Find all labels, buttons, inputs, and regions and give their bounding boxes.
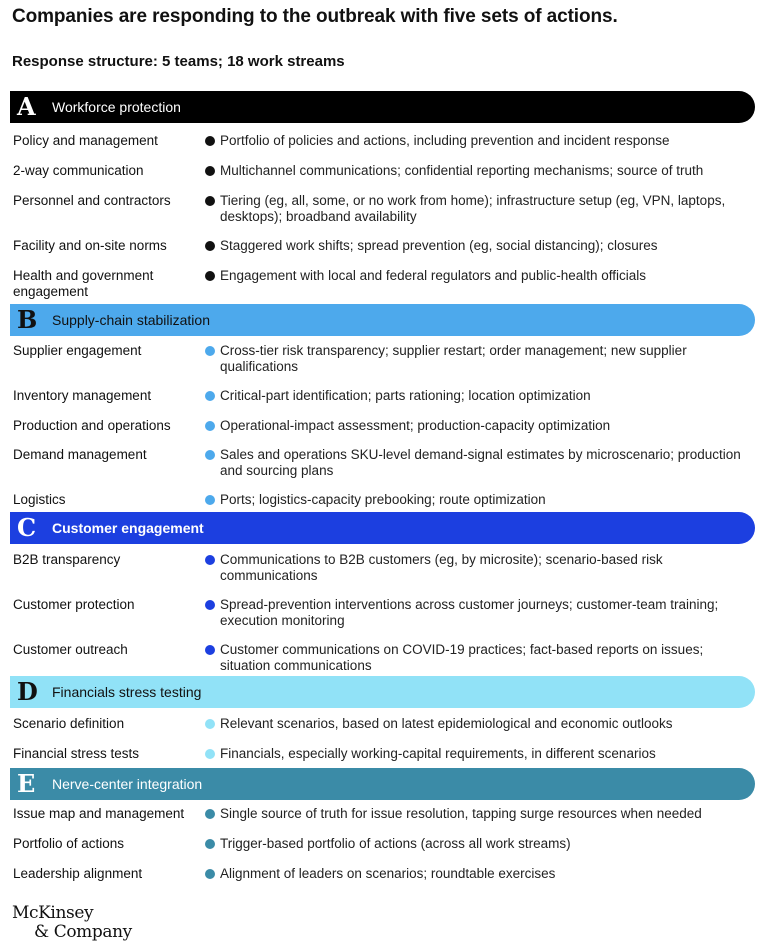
work-stream-name: Production and operations [13, 418, 171, 433]
work-stream-name: Customer outreach [13, 642, 128, 657]
bullet-icon [205, 136, 215, 146]
work-stream-description: Communications to B2B customers (eg, by microsite); scenario-based risk communications [220, 552, 663, 583]
work-stream-name: Portfolio of actions [13, 836, 125, 851]
section-letter: B [17, 305, 38, 334]
work-stream-name: Inventory management [13, 388, 152, 403]
bullet-icon [205, 196, 215, 206]
work-stream-description: Single source of truth for issue resolution, tapping surge resources when needed [220, 806, 702, 821]
work-stream-description: Spread-prevention interventions across customer journeys; customer-team training; execution monitoring [220, 597, 719, 628]
bullet-icon [205, 600, 215, 610]
work-stream-name: Health and government engagement [13, 268, 154, 299]
work-stream-description: Operational-impact assessment; production-capacity optimization [220, 418, 611, 433]
work-stream-description: Critical-part identification; parts rationing; location optimization [220, 388, 591, 403]
bullet-icon [205, 749, 215, 759]
work-stream-name: Financial stress tests [13, 746, 140, 761]
section-letter: C [17, 513, 37, 542]
section-label: Nerve-center integration [52, 776, 203, 792]
bullet-icon [205, 839, 215, 849]
work-stream-description: Portfolio of policies and actions, including prevention and incident response [220, 133, 670, 148]
work-stream-name: Supplier engagement [13, 343, 142, 358]
work-stream-description: Relevant scenarios, based on latest epidemiological and economic outlooks [220, 716, 673, 731]
work-stream-description: Cross-tier risk transparency; supplier restart; order management; new supplier qualifications [220, 343, 687, 374]
work-stream-name: Facility and on-site norms [13, 238, 167, 253]
work-stream-name: 2-way communication [13, 163, 144, 178]
bullet-icon [205, 495, 215, 505]
section-label: Customer engagement [52, 520, 204, 536]
section-band-c [10, 512, 755, 544]
work-stream-description: Ports; logistics-capacity prebooking; route optimization [220, 492, 546, 507]
bullet-icon [205, 391, 215, 401]
work-stream-name: Customer protection [13, 597, 135, 612]
work-stream-description: Customer communications on COVID-19 practices; fact-based reports on issues; situation communications [220, 642, 704, 673]
section-letter: E [17, 769, 36, 798]
section-letter: D [17, 677, 38, 706]
section-band-a [10, 91, 755, 123]
section-band-b [10, 304, 755, 336]
work-stream-description: Staggered work shifts; spread prevention (eg, social distancing); closures [220, 238, 658, 253]
work-stream-name: Personnel and contractors [13, 193, 171, 208]
work-stream-name: Logistics [13, 492, 66, 507]
page-subtitle: Response structure: 5 teams; 18 work streams [12, 53, 345, 70]
page-title: Companies are responding to the outbreak with five sets of actions. [12, 6, 618, 27]
work-stream-description: Alignment of leaders on scenarios; roundtable exercises [220, 866, 556, 881]
work-stream-name: Scenario definition [13, 716, 125, 731]
section-label: Workforce protection [52, 99, 181, 115]
bullet-icon [205, 271, 215, 281]
section-label: Supply-chain stabilization [52, 312, 210, 328]
bullet-icon [205, 555, 215, 565]
work-stream-name: Policy and management [13, 133, 158, 148]
bullet-icon [205, 450, 215, 460]
bullet-icon [205, 645, 215, 655]
section-letter: A [17, 92, 36, 121]
bullet-icon [205, 346, 215, 356]
bullet-icon [205, 809, 215, 819]
bullet-icon [205, 719, 215, 729]
mckinsey-logo [12, 904, 132, 942]
work-stream-description: Multichannel communications; confidential reporting mechanisms; source of truth [220, 163, 704, 178]
section-band-d [10, 676, 755, 708]
work-stream-name: B2B transparency [13, 552, 121, 567]
work-stream-name: Leadership alignment [13, 866, 143, 881]
work-stream-description: Trigger-based portfolio of actions (across all work streams) [220, 836, 571, 851]
section-label: Financials stress testing [52, 684, 202, 700]
bullet-icon [205, 421, 215, 431]
section-band-e [10, 768, 755, 800]
bullet-icon [205, 869, 215, 879]
work-stream-description: Financials, especially working-capital requirements, in different scenarios [220, 746, 656, 761]
logo-line-1: McKinsey [12, 903, 94, 923]
work-stream-description: Tiering (eg, all, some, or no work from home); infrastructure setup (eg, VPN, laptops, desktops); broadband availability [220, 193, 726, 224]
work-stream-description: Sales and operations SKU-level demand-signal estimates by microscenario; production and sourcing plans [220, 447, 741, 478]
bullet-icon [205, 241, 215, 251]
work-stream-name: Demand management [13, 447, 147, 462]
bullet-icon [205, 166, 215, 176]
work-stream-name: Issue map and management [13, 806, 185, 821]
logo-line-2: & Company [34, 922, 132, 942]
work-stream-description: Engagement with local and federal regulators and public-health officials [220, 268, 647, 283]
